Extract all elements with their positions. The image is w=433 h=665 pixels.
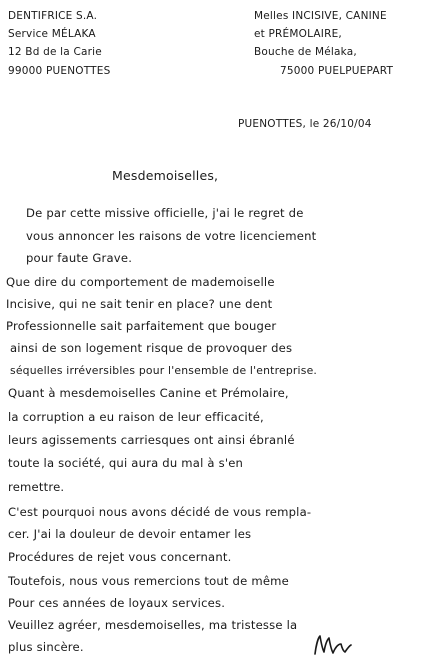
body-line-16: Procédures de rejet vous concernant. [8,550,232,564]
body-line-5: Incisive, qui ne sait tenir en place? une dent [6,297,273,311]
body-line-19: Veuillez agréer, mesdemoiselles, ma tristesse la [8,618,298,632]
body-line-12: toute la société, qui aura du mal à s'en [8,456,244,470]
body-line-7: ainsi de son logement risque de provoquer des [10,341,293,355]
sender-line-2: Service MÉLAKA [8,28,96,40]
body-line-20: plus sincère. [8,640,84,654]
body-line-9: Quant à mesdemoiselles Canine et Prémolaire, [8,386,289,400]
body-line-15: cer. J'ai la douleur de devoir entamer les [8,527,252,541]
sender-line-4: 99000 PUENOTTES [8,65,111,77]
recipient-line-2: et PRÉMOLAIRE, [254,28,342,40]
recipient-line-3: Bouche de Mélaka, [254,46,357,58]
body-line-1: De par cette missive officielle, j'ai le regret de [26,206,304,220]
body-line-8: séquelles irréversibles pour l'ensemble de l'entreprise. [10,364,318,377]
body-line-17: Toutefois, nous vous remercions tout de même [8,574,289,588]
body-line-11: leurs agissements carriesques ont ainsi ébranlé [8,433,295,447]
place-date: PUENOTTES, le 26/10/04 [238,118,372,130]
body-line-2: vous annoncer les raisons de votre licenciement [26,229,317,243]
body-line-18: Pour ces années de loyaux services. [8,596,226,610]
body-line-6: Professionnelle sait parfaitement que bouger [6,319,277,333]
recipient-line-1: Melles INCISIVE, CANINE [254,10,387,22]
body-line-13: remettre. [8,480,65,494]
salutation: Mesdemoiselles, [112,168,219,183]
recipient-line-4: 75000 PUELPUEPART [280,65,394,77]
signature [312,632,354,658]
body-line-3: pour faute Grave. [26,251,133,265]
body-line-4: Que dire du comportement de mademoiselle [6,275,275,289]
body-line-14: C'est pourquoi nous avons décidé de vous rempla- [8,505,312,519]
sender-line-3: 12 Bd de la Carie [8,46,102,58]
body-line-10: la corruption a eu raison de leur efficacité, [8,410,264,424]
sender-line-1: DENTIFRICE S.A. [8,10,98,22]
